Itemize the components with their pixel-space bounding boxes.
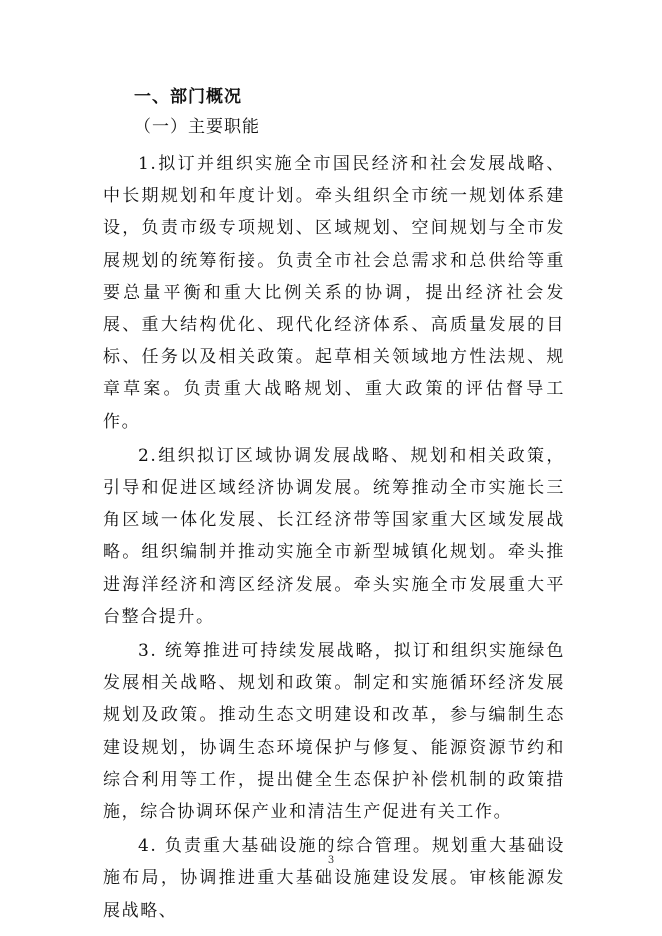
paragraph-2: 2.组织拟订区域协调发展战略、规划和相关政策，引导和促进区域经济协调发展。统筹推动全市实施长三角区域一体化发展、长江经济带等国家重大区域发展战略。组织编制并推动实施全市新型城镇化规划。牵头推进海洋经济和湾区经济发展。牵头实施全市发展重大平台整合提升。 <box>103 445 565 627</box>
page-number: 3 <box>327 855 335 866</box>
paragraph-3: 3. 统筹推进可持续发展战略，拟订和组织实施绿色发展相关战略、规划和政策。制定和实施循环经济发展规划及政策。推动生态文明建设和改革，参与编制生态建设规划，协调生态环境保护与修复、能源资源节约和综合利用等工作，提出健全生态保护补偿机制的政策措施，综合协调环保产业和清洁生产促进有关工作。 <box>103 641 565 823</box>
section-heading: 一、部门概况 <box>134 87 242 107</box>
document-body <box>103 84 565 929</box>
paragraph-1: 1.拟订并组织实施全市国民经济和社会发展战略、中长期规划和年度计划。牵头组织全市统一规划体系建设，负责市级专项规划、区域规划、空间规划与全市发展规划的统筹衔接。负责全市社会总需求和总供给等重要总量平衡和重大比例关系的协调，提出经济社会发展、重大结构优化、现代化经济体系、高质量发展的目标、任务以及相关政策。起草相关领域地方性法规、规章草案。负责重大战略规划、重大政策的评估督导工作。 <box>103 154 565 432</box>
subsection-heading: （一）主要职能 <box>134 117 260 137</box>
paragraph-4: 4. 负责重大基础设施的综合管理。规划重大基础设施布局，协调推进重大基础设施建设发展。审核能源发展战略、 <box>103 836 565 921</box>
